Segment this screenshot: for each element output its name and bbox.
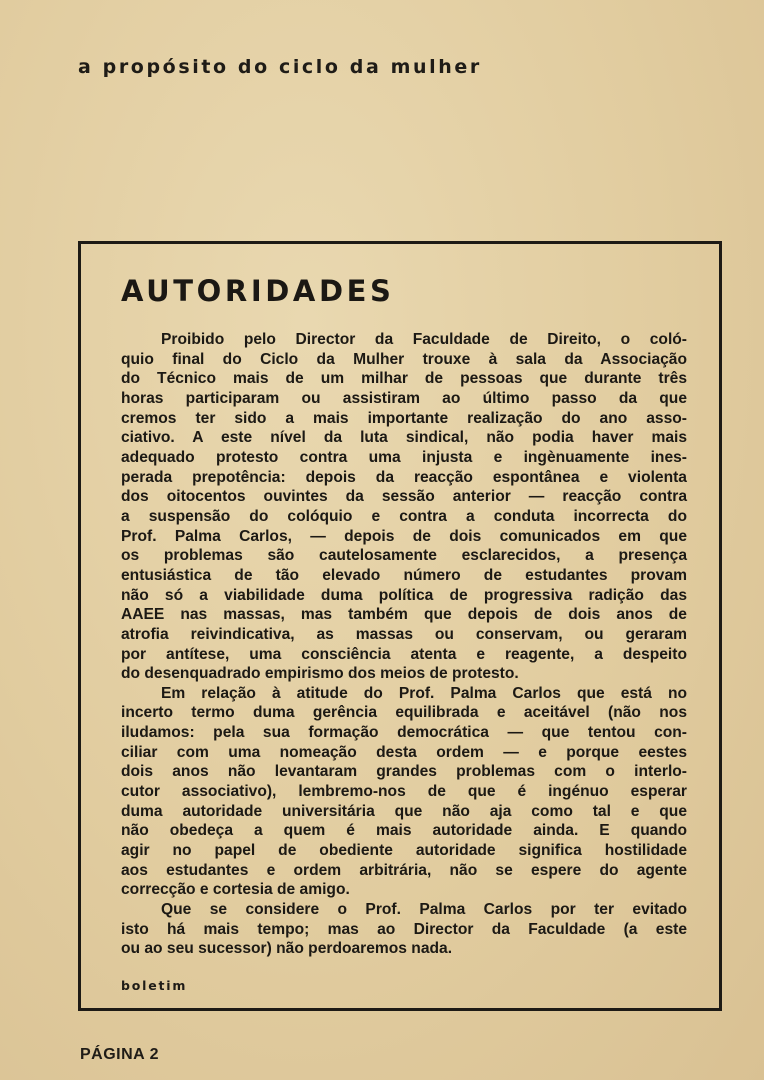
section-header: a propósito do ciclo da mulher [78, 56, 482, 78]
paragraph-1-line: Proibido pelo Director da Faculdade de Direito, o coló- [161, 331, 687, 348]
paragraph-2-line: aos estudantes e ordem arbitrária, não se espere do agente [121, 861, 687, 879]
paragraph-1-line: adequado protesto contra uma injusta e ingènuamente ines- [121, 448, 687, 466]
article-title: AUTORIDADES [121, 274, 395, 308]
paragraph-1-line: do Técnico mais de um milhar de pessoas que durante três [121, 370, 687, 388]
paragraph-1-line: entusiástica de tão elevado número de estudantes provam [121, 566, 687, 584]
paragraph-1-line: os problemas são cautelosamente esclarecidos, a presença [121, 547, 687, 565]
paragraph-1-line: horas participaram ou assistiram ao último passo da que [121, 389, 687, 407]
paragraph-2-line: dois anos não levantaram grandes problemas com o interlo- [121, 763, 687, 781]
page-number: PÁGINA 2 [80, 1046, 159, 1063]
paragraph-2-line: iludamos: pela sua formação democrática — que tentou con- [121, 724, 687, 742]
paragraph-3-line: ou ao seu sucessor) não perdoaremos nada. [121, 940, 453, 958]
paragraph-2-line: incerto termo duma gerência equilibrada e aceitável (não nos [121, 704, 687, 722]
paragraph-1-line: do desenquadrado empirismo dos meios de protesto. [121, 665, 519, 683]
paragraph-2-line: cutor associativo), lembremo-nos de que é ingénuo esperar [121, 783, 687, 801]
paragraph-2-line: duma autoridade universitária que não aja como tal e que [121, 802, 687, 820]
article-body [121, 330, 687, 959]
paragraph-1-line: cremos ter sido a mais importante realização do ano asso- [121, 409, 687, 427]
paragraph-3-line: isto há mais tempo; mas ao Director da Faculdade (a este [121, 920, 687, 938]
article-box [78, 241, 722, 1011]
paragraph-3-line: Que se considere o Prof. Palma Carlos por ter evitado [161, 901, 687, 919]
paragraph-2-line: Em relação à atitude do Prof. Palma Carlos que está no [161, 684, 687, 702]
paragraph-1-line: dos oitocentos ouvintes da sessão anterior — reacção contra [121, 488, 687, 506]
paragraph-1-line: a suspensão do colóquio e contra a conduta incorrecta do [121, 507, 687, 525]
paragraph-1-line: não só a viabilidade duma política de progressiva radição das [121, 586, 687, 604]
paragraph-1-line: atrofia reivindicativa, as massas ou conservam, ou geraram [121, 625, 687, 643]
paragraph-1-line: perada prepotência: depois da reacção espontânea e violenta [121, 468, 687, 486]
paragraph-1-line: Prof. Palma Carlos, — depois de dois comunicados em que [121, 527, 687, 545]
paragraph-1-line: AAEE nas massas, mas também que depois de dois anos de [121, 606, 687, 624]
article-signature: boletim [121, 978, 188, 993]
paragraph-2-line: agir no papel de obediente autoridade significa hostilidade [121, 842, 687, 860]
paragraph-2-line: correcção e cortesia de amigo. [121, 881, 350, 899]
paragraph-1-line: quio final do Ciclo da Mulher trouxe à sala da Associação [121, 350, 687, 368]
paragraph-1-line: por antítese, uma consciência atenta e reagente, a despeito [121, 645, 687, 663]
paragraph-1-line: ciativo. A este nível da luta sindical, não podia haver mais [121, 429, 687, 447]
paragraph-2-line: não obedeça a quem é mais autoridade ainda. E quando [121, 822, 687, 840]
paragraph-2-line: ciliar com uma nomeação desta ordem — e porque eestes [121, 743, 687, 761]
